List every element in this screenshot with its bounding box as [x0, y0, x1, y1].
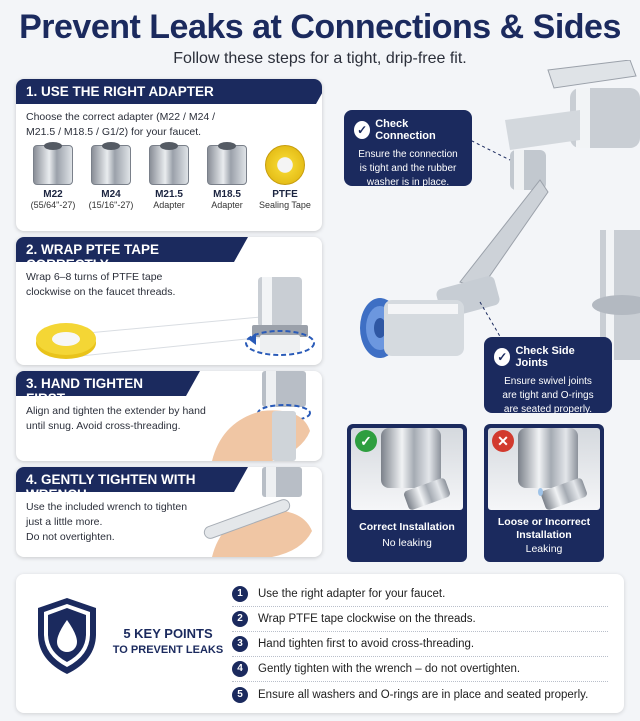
step2-title: 2. WRAP PTFE TAPE CORRECTLY	[16, 237, 234, 262]
faucet-illustration	[330, 60, 640, 360]
check-connection-head	[354, 118, 462, 142]
incorrect-installation-label-2: Installation	[516, 529, 572, 541]
key-point-text: Gently tighten with the wrench – do not overtighten.	[258, 663, 521, 675]
check-connection-title: Check Connection	[375, 118, 436, 142]
adapter-m24	[82, 145, 140, 210]
step3-card	[16, 371, 322, 461]
key-point-text: Hand tighten first to avoid cross-threading.	[258, 638, 475, 650]
adapter-m24-icon	[91, 145, 131, 185]
adapter-name: M18.5	[213, 189, 241, 200]
step2-card	[16, 237, 322, 365]
adapter-m18-5-icon	[207, 145, 247, 185]
check-connection-line: is tight and the rubber	[359, 163, 457, 174]
key-points-title-1: 5 KEY POINTS	[123, 626, 213, 641]
check-side-line: Ensure swivel joints	[504, 376, 592, 387]
incorrect-installation-status: Leaking	[525, 543, 563, 555]
checkmark-icon: ✓	[354, 121, 370, 139]
check-side-line: are seated properly.	[503, 404, 593, 415]
step3-text-1: Align and tighten the extender by hand	[26, 405, 206, 417]
step2-text-1: Wrap 6–8 turns of PTFE tape	[26, 271, 163, 283]
key-point-number: 4	[232, 661, 248, 677]
check-side-head	[494, 345, 602, 369]
key-point-item	[232, 632, 608, 657]
adapter-m18-5	[198, 145, 256, 210]
adapter-m22	[24, 145, 82, 210]
checkmark-icon: ✓	[494, 348, 510, 366]
key-point-number: 2	[232, 611, 248, 627]
adapter-name: PTFE	[272, 189, 298, 200]
adapter-sub: (55/64"-27)	[30, 200, 76, 210]
adapter-name: M24	[101, 189, 121, 200]
step1-title: 1. USE THE RIGHT ADAPTER	[16, 79, 316, 104]
key-point-text: Use the right adapter for your faucet.	[258, 588, 446, 600]
step4-card	[16, 467, 322, 557]
step4-text-1: Use the included wrench to tighten	[26, 501, 188, 513]
shield-drop-icon	[34, 596, 100, 676]
check-side-joints-callout	[484, 337, 612, 413]
step3-text-2: until snug. Avoid cross-threading.	[26, 420, 181, 432]
step2-text-2: clockwise on the faucet threads.	[26, 286, 176, 298]
key-points-panel	[16, 574, 624, 713]
check-connection-callout	[344, 110, 472, 186]
key-point-number: 5	[232, 687, 248, 703]
key-points-title-2: TO PREVENT LEAKS	[112, 644, 224, 656]
wrench-illustration	[202, 467, 322, 557]
key-point-number: 3	[232, 636, 248, 652]
adapter-m22-icon	[33, 145, 73, 185]
key-point-item	[232, 657, 608, 682]
key-point-text: Wrap PTFE tape clockwise on the threads.	[258, 613, 476, 625]
adapter-sub: Adapter	[211, 200, 243, 210]
correct-installation-label: Correct Installation	[359, 521, 455, 533]
step1-text-2: M21.5 / M18.5 / G1/2) for your faucet.	[26, 126, 202, 138]
check-connection-body	[354, 148, 462, 190]
key-point-item	[232, 682, 608, 707]
check-connection-line: washer is in place.	[366, 177, 450, 188]
adapter-sub: Sealing Tape	[259, 200, 311, 210]
key-point-number: 1	[232, 586, 248, 602]
step4-text-2: just a little more.	[26, 516, 103, 528]
correct-installation-status: No leaking	[382, 537, 432, 549]
adapter-sub: Adapter	[153, 200, 185, 210]
adapter-name: M22	[43, 189, 63, 200]
step1-card	[16, 79, 322, 231]
key-points-title	[108, 626, 228, 658]
key-point-item	[232, 607, 608, 632]
step3-title: 3. HAND TIGHTEN FIRST	[16, 371, 186, 396]
key-point-text: Ensure all washers and O-rings are in place and seated properly.	[258, 688, 589, 701]
hand-tighten-illustration	[192, 371, 322, 461]
x-badge-icon: ✕	[492, 430, 514, 452]
adapter-m21-5	[140, 145, 198, 210]
step1-text-1: Choose the correct adapter (M22 / M24 /	[26, 111, 216, 123]
adapter-m21-5-icon	[149, 145, 189, 185]
key-point-item	[232, 582, 608, 607]
check-side-line: are tight and O-rings	[502, 390, 594, 401]
check-side-title: Check Side Joints	[515, 345, 575, 369]
incorrect-installation-label-1: Loose or Incorrect	[497, 516, 591, 528]
check-connection-line: Ensure the connection	[358, 149, 458, 160]
step4-title: 4. GENTLY TIGHTEN WITH WRENCH	[16, 467, 234, 492]
check-side-body	[494, 375, 602, 417]
page-title: Prevent Leaks at Connections & Sides	[19, 8, 621, 46]
tape-wrapping-illustration	[26, 277, 316, 363]
adapter-sub: (15/16"-27)	[88, 200, 134, 210]
incorrect-installation-panel	[484, 424, 604, 562]
check-badge-icon: ✓	[355, 430, 377, 452]
adapter-name: M21.5	[155, 189, 183, 200]
adapter-ptfe	[256, 145, 314, 210]
step4-text-3: Do not overtighten.	[26, 531, 115, 543]
page-subtitle: Follow these steps for a tight, drip-free fit.	[173, 50, 467, 67]
correct-installation-panel	[347, 424, 467, 562]
ptfe-tape-icon	[265, 145, 305, 185]
adapter-list	[24, 145, 314, 210]
